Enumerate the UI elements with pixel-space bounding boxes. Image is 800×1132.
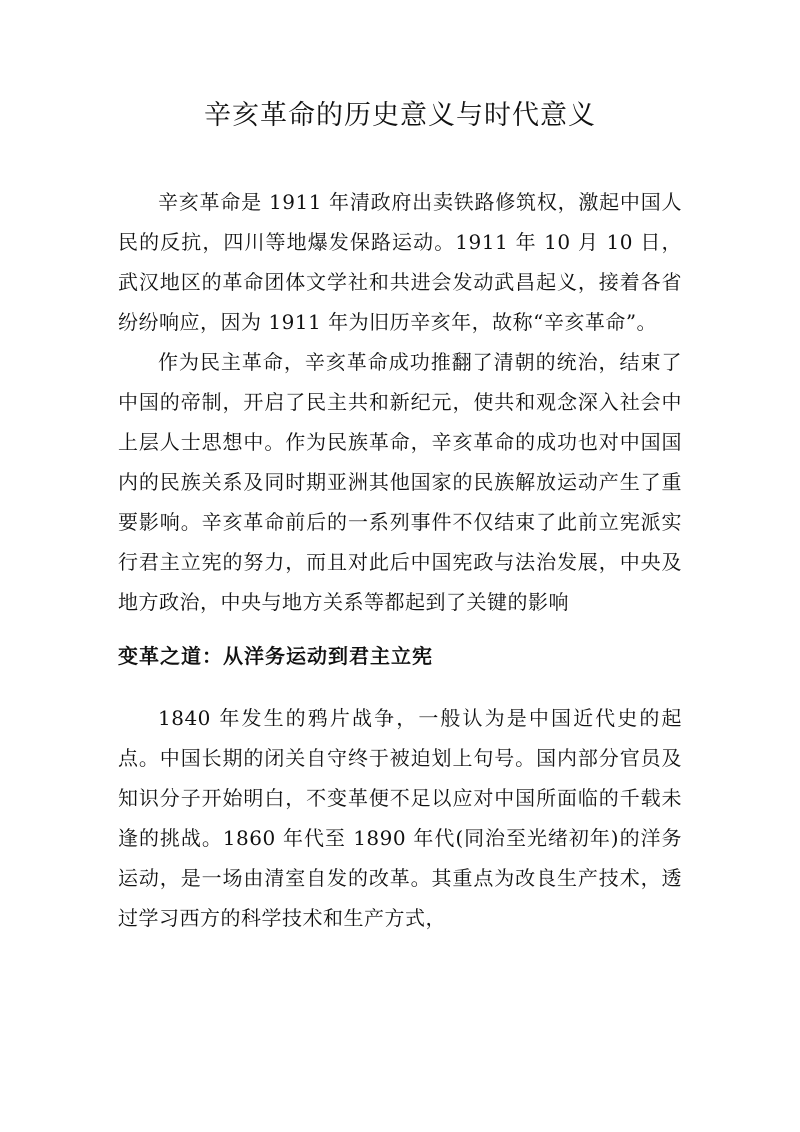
paragraph-significance: 作为民主革命，辛亥革命成功推翻了清朝的统治，结束了中国的帝制，开启了民主共和新纪元，使共和观念深入社会中上层人士思想中。作为民族革命，辛亥革命的成功也对中国国内的民族关系及同时期亚洲其他国家的民族解放运动产生了重要影响。辛亥革命前后的一系列事件不仅结束了此前立宪派实行君主立宪的努力，而且对此后中国宪政与法治发展，中央及地方政治，中央与地方关系等都起到了关键的影响: [118, 350, 682, 614]
section-heading: 变革之道：从洋务运动到君主立宪: [118, 644, 433, 668]
paragraph-reform: 1840 年发生的鸦片战争，一般认为是中国近代史的起点。中国长期的闭关自守终于被迫划上句号。国内部分官员及知识分子开始明白，不变革便不足以应对中国所面临的千载未逢的挑战。1860 年代至 1890 年代(同治至光绪初年)的洋务运动，是一场由清室自发的改革。其重点为改良生产技术，透过学习西方的科学技术和生产方式，: [118, 706, 682, 930]
paragraph-intro: 辛亥革命是 1911 年清政府出卖铁路修筑权，激起中国人民的反抗，四川等地爆发保路运动。1911 年 10 月 10 日，武汉地区的革命团体文学社和共进会发动武昌起义，接着各省纷纷响应，因为 1911 年为旧历辛亥年，故称“辛亥革命”。: [118, 190, 682, 334]
document-title: 辛亥革命的历史意义与时代意义: [204, 100, 596, 131]
